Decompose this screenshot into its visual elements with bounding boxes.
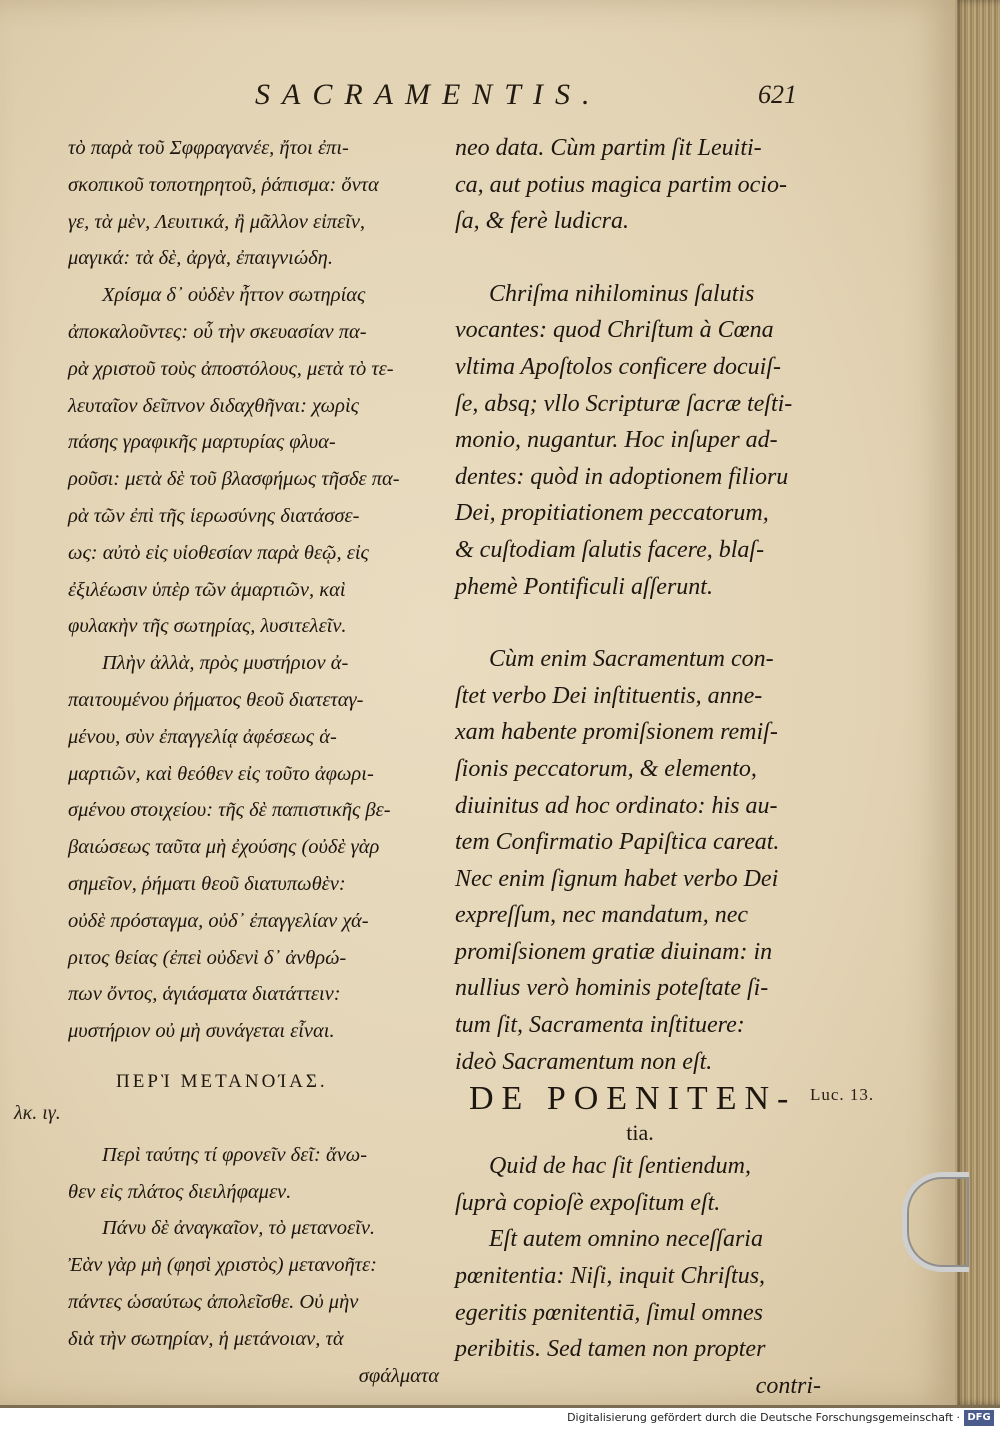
text-line: φυλακὴν τῆς σωτηρίας, λυσιτελεῖν. xyxy=(68,615,347,638)
text-line: Cùm enim Sacramentum con- xyxy=(489,646,774,673)
text-line: Dei, propitiationem peccatorum, xyxy=(455,500,769,527)
text-line: dentes: quòd in adoptionem filioru xyxy=(455,463,789,490)
greek-paragraph-5 xyxy=(68,1210,443,1394)
text-line: μένου, σὺν ἐπαγγελίᾳ ἀφέσεως ἁ- xyxy=(68,725,337,748)
text-line: λευταῖον δεῖπνον διδαχθῆναι: χωρὶς xyxy=(68,394,359,417)
text-line: ως: αὐτὸ εἰς υἱοθεσίαν παρὰ θεῷ, εἰς xyxy=(68,541,369,564)
text-line: ſa, & ferè ludicra. xyxy=(455,208,629,235)
text-line: μυστήριον οὐ μὴ συνάγεται εἶναι. xyxy=(68,1020,335,1043)
text-line: xam habente promiſsionem remiſ- xyxy=(455,719,778,746)
page-number: 621 xyxy=(758,80,797,109)
greek-column xyxy=(68,130,443,1394)
greek-paragraph-2 xyxy=(68,277,443,645)
latin-paragraph-3 xyxy=(455,641,825,1080)
text-line: Χρίσμα δ᾽ οὐδὲν ἧττον σωτηρίας xyxy=(102,284,366,307)
text-line: phemè Pontificuli aſſerunt. xyxy=(455,573,713,600)
latin-paragraph-4 xyxy=(455,1148,825,1221)
text-line: Ἐὰν γὰρ μὴ (φησὶ χριστὸς) μετανοῆτε: xyxy=(68,1254,377,1277)
text-line: παιτουμένου ῥήματος θεοῦ διατεταγ- xyxy=(68,688,364,711)
text-line: ſuprà copioſè expoſitum eſt. xyxy=(455,1189,721,1216)
text-line: πάντες ὡσαύτως ἀπολεῖσθε. Οὐ μὴν xyxy=(68,1290,359,1313)
greek-section-heading: ΠΕΡῚ ΜΕΤΑΝΟΊΑΣ. xyxy=(116,1070,328,1092)
text-line: Eſt autem omnino neceſſaria xyxy=(489,1226,763,1253)
text-line: diuinitus ad hoc ordinato: his au- xyxy=(455,792,778,819)
text-line: Nec enim ſignum habet verbo Dei xyxy=(455,865,779,892)
spacer xyxy=(455,605,825,641)
text-line: & cuſtodiam ſalutis facere, blaſ- xyxy=(455,536,765,563)
text-line: Περὶ ταύτης τί φρονεῖν δεῖ: ἄνω- xyxy=(102,1143,368,1166)
text-line: ριτος θείας (ἐπεὶ οὐδενὶ δ᾽ ἀνθρώ- xyxy=(68,946,347,969)
text-line: ρὰ χριστοῦ τοὺς ἀποστόλους, μετὰ τὸ τε- xyxy=(68,357,394,380)
spacer xyxy=(68,1101,443,1137)
text-line: θεν εἰς πλάτος διειλήφαμεν. xyxy=(68,1180,292,1203)
text-line: Πάνυ δὲ ἀναγκαῖον, τὸ μετανοεῖν. xyxy=(102,1217,376,1240)
footer-credit: Digitalisierung gefördert durch die Deutsche Forschungsgemeinschaft · xyxy=(567,1411,960,1424)
latin-paragraph-2 xyxy=(455,276,825,605)
margin-note-left: λκ. ιγ. xyxy=(14,1102,61,1124)
text-line: ἐξιλέωσιν ὑπὲρ τῶν ἁμαρτιῶν, καὶ xyxy=(68,578,346,601)
text-line: ſtet verbo Dei inſtituentis, anne- xyxy=(455,682,763,709)
text-line: Quid de hac ſit ſentiendum, xyxy=(489,1153,751,1180)
text-line: contri- xyxy=(755,1372,821,1399)
footer-bar xyxy=(0,1408,1000,1429)
text-line: ροῦσι: μετὰ δὲ τοῦ βλασφήμως τῆσδε πα- xyxy=(68,468,400,491)
text-line: Chriſma nihilominus ſalutis xyxy=(489,280,755,307)
text-line: vltima Apoſtolos conficere docuiſ- xyxy=(455,353,781,380)
text-line: ideò Sacramentum non eſt. xyxy=(455,1048,713,1075)
text-line: ſionis peccatorum, & elemento, xyxy=(455,755,757,782)
text-line: σκοπικοῦ τοποτηρητοῦ, ῥάπισμα: ὄντα xyxy=(68,173,379,196)
latin-section-heading: DE POENITEN- xyxy=(469,1080,797,1118)
text-line: σημεῖον, ῥήματι θεοῦ διατυπωθὲν: xyxy=(68,872,346,895)
text-line: ca, aut potius magica partim ocio- xyxy=(455,171,787,198)
text-line: ἀποκαλοῦντες: οὗ τὴν σκευασίαν πα- xyxy=(68,320,367,343)
text-line: vocantes: quod Chriſtum à Cœna xyxy=(455,317,774,344)
greek-paragraph-3 xyxy=(68,645,443,1050)
paper-clip-icon xyxy=(902,1172,969,1272)
text-line: τὸ παρὰ τοῦ Σφφραγανέε, ἤτοι ἐπι- xyxy=(68,137,349,159)
text-line: οὐδὲ πρόσταγμα, οὐδ᾽ ἐπαγγελίαν χά- xyxy=(68,909,369,932)
text-line: promiſsionem gratiæ diuinam: in xyxy=(455,938,773,965)
dfg-logo: DFG xyxy=(964,1410,994,1426)
text-line: πων ὄντος, ἁγιάσματα διατάττειν: xyxy=(68,983,341,1006)
text-line: πάσης γραφικῆς μαρτυρίας φλυα- xyxy=(68,431,336,454)
text-line: expreſſum, nec mandatum, nec xyxy=(455,902,749,929)
text-line: σμένου στοιχείου: τῆς δὲ παπιστικῆς βε- xyxy=(68,799,391,822)
spacer xyxy=(455,240,825,276)
text-line: monio, nugantur. Hoc inſuper ad- xyxy=(455,427,778,454)
greek-paragraph-4 xyxy=(68,1137,443,1211)
text-line: pœnitentia: Niſi, inquit Chriſtus, xyxy=(455,1263,766,1290)
text-line: tum ſit, Sacramenta inſtituere: xyxy=(455,1012,745,1039)
latin-column xyxy=(455,130,825,1404)
text-line: διὰ τὴν σωτηρίαν, ἡ μετάνοιαν, τὰ xyxy=(68,1327,344,1350)
text-line: βαιώσεως ταῦτα μὴ ἐχούσης (οὐδὲ γὰρ xyxy=(68,836,380,859)
latin-paragraph-1 xyxy=(455,130,825,240)
greek-paragraph-1 xyxy=(68,130,443,277)
text-line: σφάλματα xyxy=(358,1364,439,1387)
text-line: γε, τὰ μὲν, Λευιτικά, ἢ μᾶλλον εἰπεῖν, xyxy=(68,210,366,233)
text-line: μαγικά: τὰ δὲ, ἀργὰ, ἐπαιγνιώδη. xyxy=(68,247,333,270)
margin-note-right: Luc. 13. xyxy=(810,1085,875,1104)
latin-paragraph-5 xyxy=(455,1221,825,1404)
text-line: tem Confirmatio Papiſtica careat. xyxy=(455,829,780,856)
text-line: nullius verò hominis poteſtate ſi- xyxy=(455,975,769,1002)
text-line: Πλὴν ἀλλὰ, πρὸς μυστήριον ἀ- xyxy=(102,652,349,675)
latin-section-heading-cont: tia. xyxy=(626,1120,654,1146)
text-line: neo data. Cùm partim ſit Leuiti- xyxy=(455,135,762,161)
text-line: μαρτιῶν, καὶ θεόθεν εἰς τοῦτο ἀφωρι- xyxy=(68,762,374,785)
text-line: ρὰ τῶν ἐπὶ τῆς ἱερωσύνης διατάσσε- xyxy=(68,504,360,527)
running-title: SACRAMENTIS. xyxy=(255,78,602,111)
text-line: peribitis. Sed tamen non propter xyxy=(455,1336,766,1363)
text-line: ſe, absq; vllo Scripturæ ſacræ teſti- xyxy=(455,390,793,417)
text-line: egeritis pœnitentiā, ſimul omnes xyxy=(455,1299,763,1326)
